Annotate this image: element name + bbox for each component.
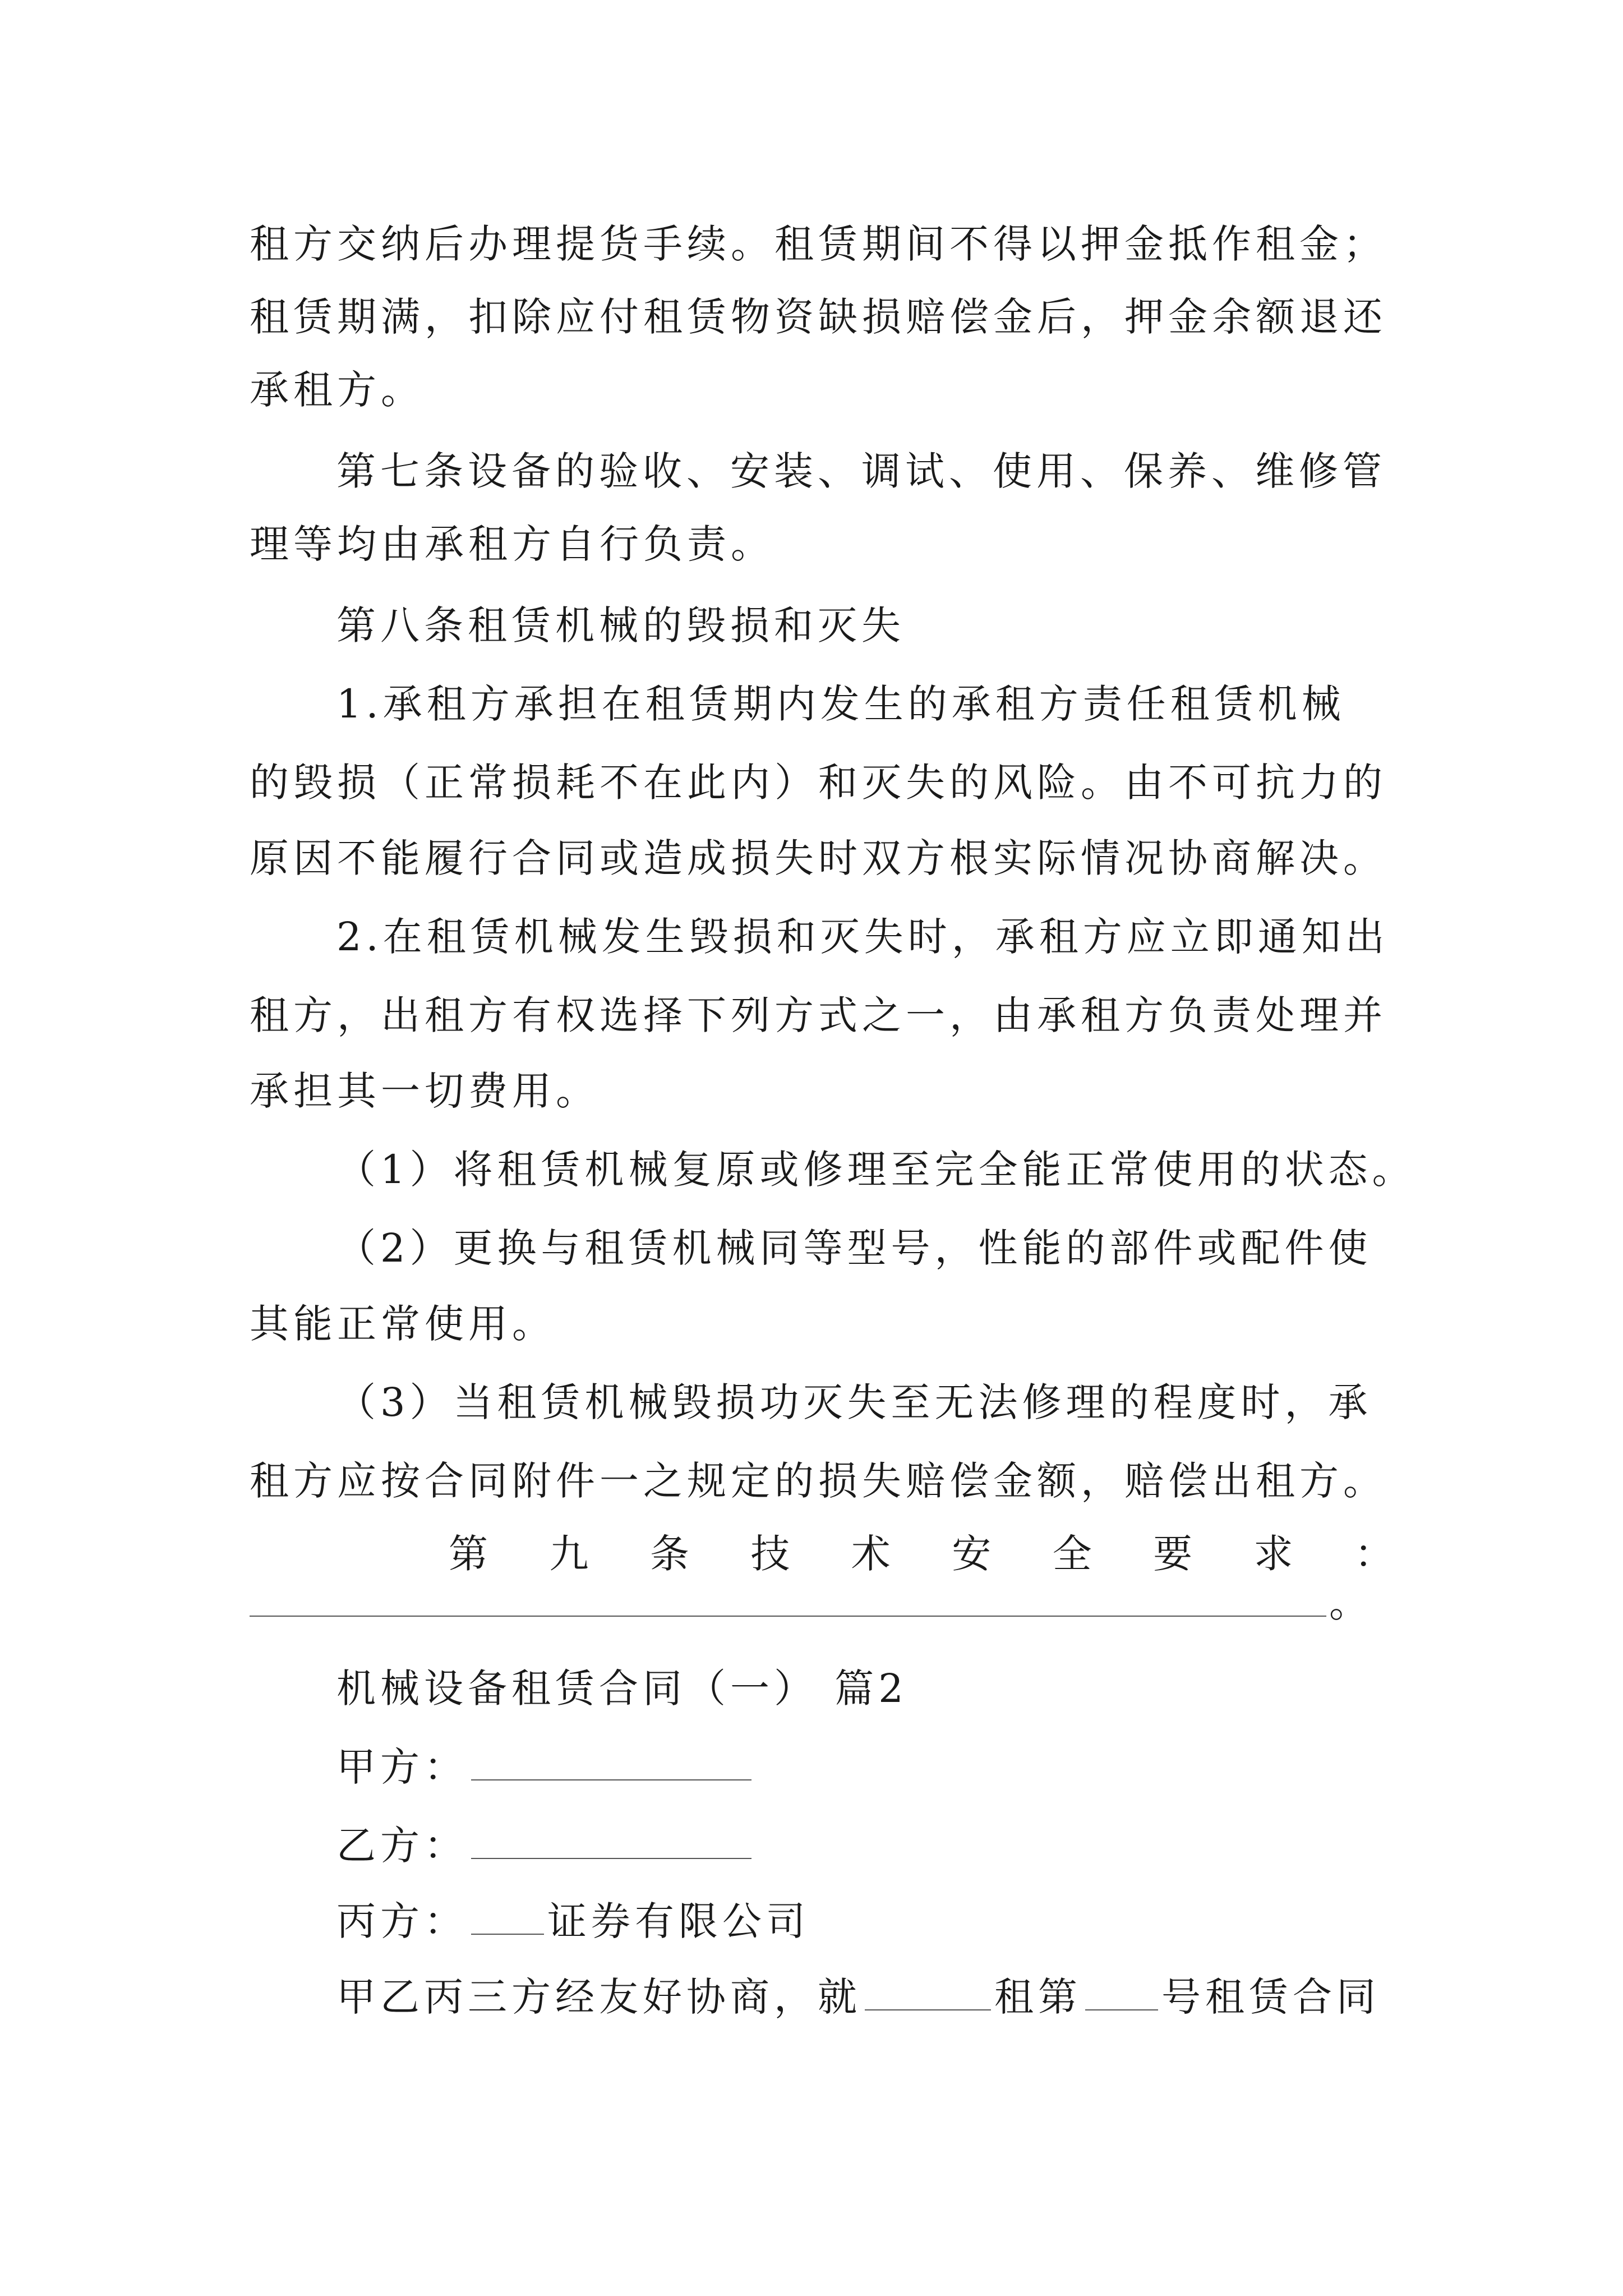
party-a-line — [336, 1739, 1396, 1795]
paragraph-line: 租赁期满，扣除应付租赁物资缺损赔偿金后，押金余额退还 — [250, 294, 1387, 340]
paragraph-line: 租方应按合同附件一之规定的损失赔偿金额，赔偿出租方。 — [250, 1458, 1387, 1504]
clause-9-char: ： — [1354, 1531, 1394, 1577]
option-3: （3）当租赁机械毁损功灭失至无法修理的程度时，承 — [336, 1379, 1372, 1425]
fill-in-blank-line — [250, 1616, 1326, 1617]
agreement-prefix: 甲乙丙三方经友好协商，就 — [336, 1974, 861, 2020]
party-c-suffix: 证券有限公司 — [547, 1898, 810, 1944]
period-mark: 。 — [1329, 1580, 1368, 1626]
party-a-blank — [471, 1740, 751, 1780]
party-c-line — [336, 1893, 1396, 1949]
clause-8-heading: 第八条租赁机械的毁损和灭失 — [336, 602, 905, 648]
clause-9-char: 术 — [851, 1531, 891, 1577]
option-1: （1）将租赁机械复原或修理至完全能正常使用的状态。 — [336, 1147, 1416, 1193]
paragraph-line: 承担其一切费用。 — [250, 1068, 600, 1114]
clause-9-char: 第 — [449, 1531, 488, 1577]
clause-9-char: 九 — [549, 1531, 589, 1577]
paragraph-line: 承租方。 — [250, 367, 425, 413]
paragraph-line: 原因不能履行合同或造成损失时双方根实际情况协商解决。 — [250, 835, 1387, 881]
party-b-blank — [471, 1819, 751, 1859]
paragraph-line: 理等均由承租方自行负责。 — [250, 521, 774, 567]
paragraph-line: 其能正常使用。 — [250, 1301, 556, 1347]
agreement-suffix: 号租赁合同 — [1161, 1974, 1380, 2020]
party-b-line — [336, 1818, 1396, 1874]
clause-9-char: 求 — [1253, 1531, 1293, 1577]
party-c-label: 丙方： — [336, 1898, 468, 1944]
agreement-blank-2 — [1085, 1970, 1158, 2010]
paragraph-line: 的毁损（正常损耗不在此内）和灭失的风险。由不可抗力的 — [250, 760, 1387, 806]
agreement-blank-1 — [865, 1970, 991, 2010]
party-c-blank — [471, 1894, 544, 1935]
clause-8-item-2: 2.在租赁机械发生毁损和灭失时，承租方应立即通知出 — [336, 914, 1389, 960]
section-2-title: 机械设备租赁合同（一） 篇2 — [336, 1665, 908, 1711]
clause-9-char: 技 — [750, 1531, 790, 1577]
clause-9-char: 要 — [1153, 1531, 1193, 1577]
party-a-label: 甲方： — [336, 1744, 468, 1790]
clause-9-heading — [250, 1526, 1394, 1582]
agreement-mid: 租第 — [994, 1974, 1082, 2020]
paragraph-line: 租方交纳后办理提货手续。租赁期间不得以押金抵作租金； — [250, 221, 1387, 267]
clause-7-line: 第七条设备的验收、安装、调试、使用、保养、维修管 — [336, 448, 1386, 494]
paragraph-line: 租方，出租方有权选择下列方式之一，由承租方负责处理并 — [250, 992, 1387, 1038]
clause-9-char: 安 — [952, 1531, 992, 1577]
clause-9-char: 条 — [649, 1531, 689, 1577]
option-2: （2）更换与租赁机械同等型号，性能的部件或配件使 — [336, 1225, 1372, 1271]
agreement-line — [336, 1969, 1396, 2025]
clause-9-char: 全 — [1052, 1531, 1092, 1577]
party-b-label: 乙方： — [336, 1823, 468, 1869]
clause-8-item-1: 1.承租方承担在租赁期内发生的承租方责任租赁机械 — [336, 681, 1345, 727]
